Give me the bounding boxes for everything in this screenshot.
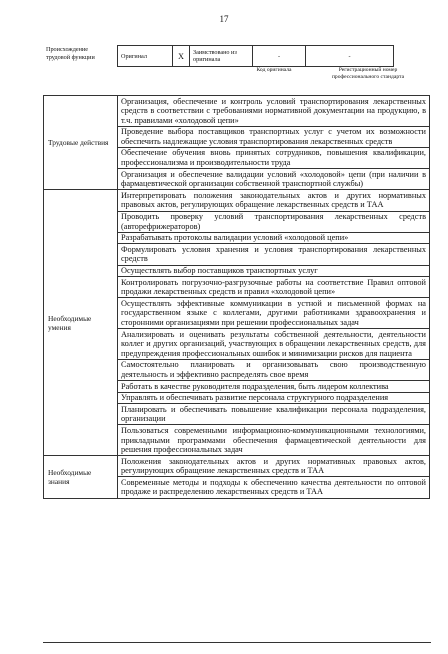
item-cell: Осуществлять выбор поставщиков транспортных услуг	[118, 265, 430, 277]
item-cell: Проводить проверку условий транспортирования лекарственных средств (авторефрижераторов)	[118, 211, 430, 232]
item-cell: Положения законодательных актов и других нормативных правовых актов, регулирующих обращение лекарственных средств и ТАА	[118, 456, 430, 477]
item-cell: Организация, обеспечение и контроль условий транспортирования лекарственных средств в соответствии с требованиями нормативной документации на продукцию, в т.ч. правилами «холодовой цепи»	[118, 96, 430, 127]
reg-caption: Регистрационный номер профессионального стандарта	[331, 67, 405, 80]
category-cell: Необходимые знания	[44, 456, 118, 498]
item-cell: Управлять и обеспечивать развитие персонала структурного подразделения	[118, 392, 430, 404]
item-cell: Контролировать погрузочно-разгрузочные работы на соответствие Правил оптовой продажи лекарственных средств и правил «холодовой цепи»	[118, 277, 430, 298]
item-cell: Обеспечение обучения вновь принятых сотрудников, повышения квалификации, профессионализма и производительности труда	[118, 147, 430, 168]
reg-value: -	[306, 46, 394, 67]
function-table	[43, 95, 430, 499]
item-cell: Разрабатывать протоколы валидации условий «холодовой цепи»	[118, 232, 430, 244]
item-cell: Самостоятельно планировать и организовывать свою производственную деятельность и эффективно распределять свое время	[118, 359, 430, 380]
bottom-border	[43, 642, 431, 643]
original-mark: X	[173, 46, 190, 67]
code-value: -	[253, 46, 306, 67]
item-cell: Интерпретировать положения законодательных актов и других нормативных правовых актов, регулирующих обращение лекарственных средств и ТАА	[118, 190, 430, 211]
item-cell: Организация и обеспечение валидации условий «холодовой» цепи (при наличии в фармацевтической организации собственной транспортной службы)	[118, 169, 430, 190]
table-row	[44, 190, 430, 211]
table-row	[44, 96, 430, 127]
original-cell: Оригинал	[118, 46, 173, 67]
origin-table	[117, 45, 394, 67]
item-cell: Планировать и обеспечивать повышение квалификации персонала подразделения, организации	[118, 404, 430, 425]
borrowed-cell: Заимствовано из оригинала	[190, 46, 253, 67]
item-cell: Формулировать условия хранения и условия транспортирования лекарственных средств	[118, 244, 430, 265]
item-cell: Осуществлять эффективные коммуникации в устной и письменной формах на государственном языке с коллегами, другими работниками здравоохранения и сторонними организациями при решении профессиональных задач	[118, 298, 430, 329]
category-cell: Трудовые действия	[44, 96, 118, 190]
item-cell: Анализировать и оценивать результаты собственной деятельности, деятельности коллег и других организаций, участвующих в обращении лекарственных средств, для предупреждения профессиональных ошибок и минимизации рисков для пациента	[118, 329, 430, 360]
origin-label: Происхождение трудовой функции	[46, 46, 95, 61]
code-caption: Код оригинала	[256, 67, 292, 73]
item-cell: Проведение выбора поставщиков транспортных услуг с учетом их возможности обеспечить надлежащие условия транспортирования лекарственных средств	[118, 126, 430, 147]
page-number: 17	[219, 14, 229, 24]
item-cell: Пользоваться современными информационно-коммуникационными технологиями, прикладными программами обеспечения фармацевтической деятельности для решения профессиональных задач	[118, 425, 430, 456]
category-cell: Необходимые умения	[44, 190, 118, 456]
item-cell: Работать в качестве руководителя подразделения, быть лидером коллектива	[118, 381, 430, 393]
item-cell: Современные методы и подходы к обеспечению качества деятельности по оптовой продаже и распределению лекарственных средств и ТАА	[118, 477, 430, 498]
table-row	[44, 456, 430, 477]
